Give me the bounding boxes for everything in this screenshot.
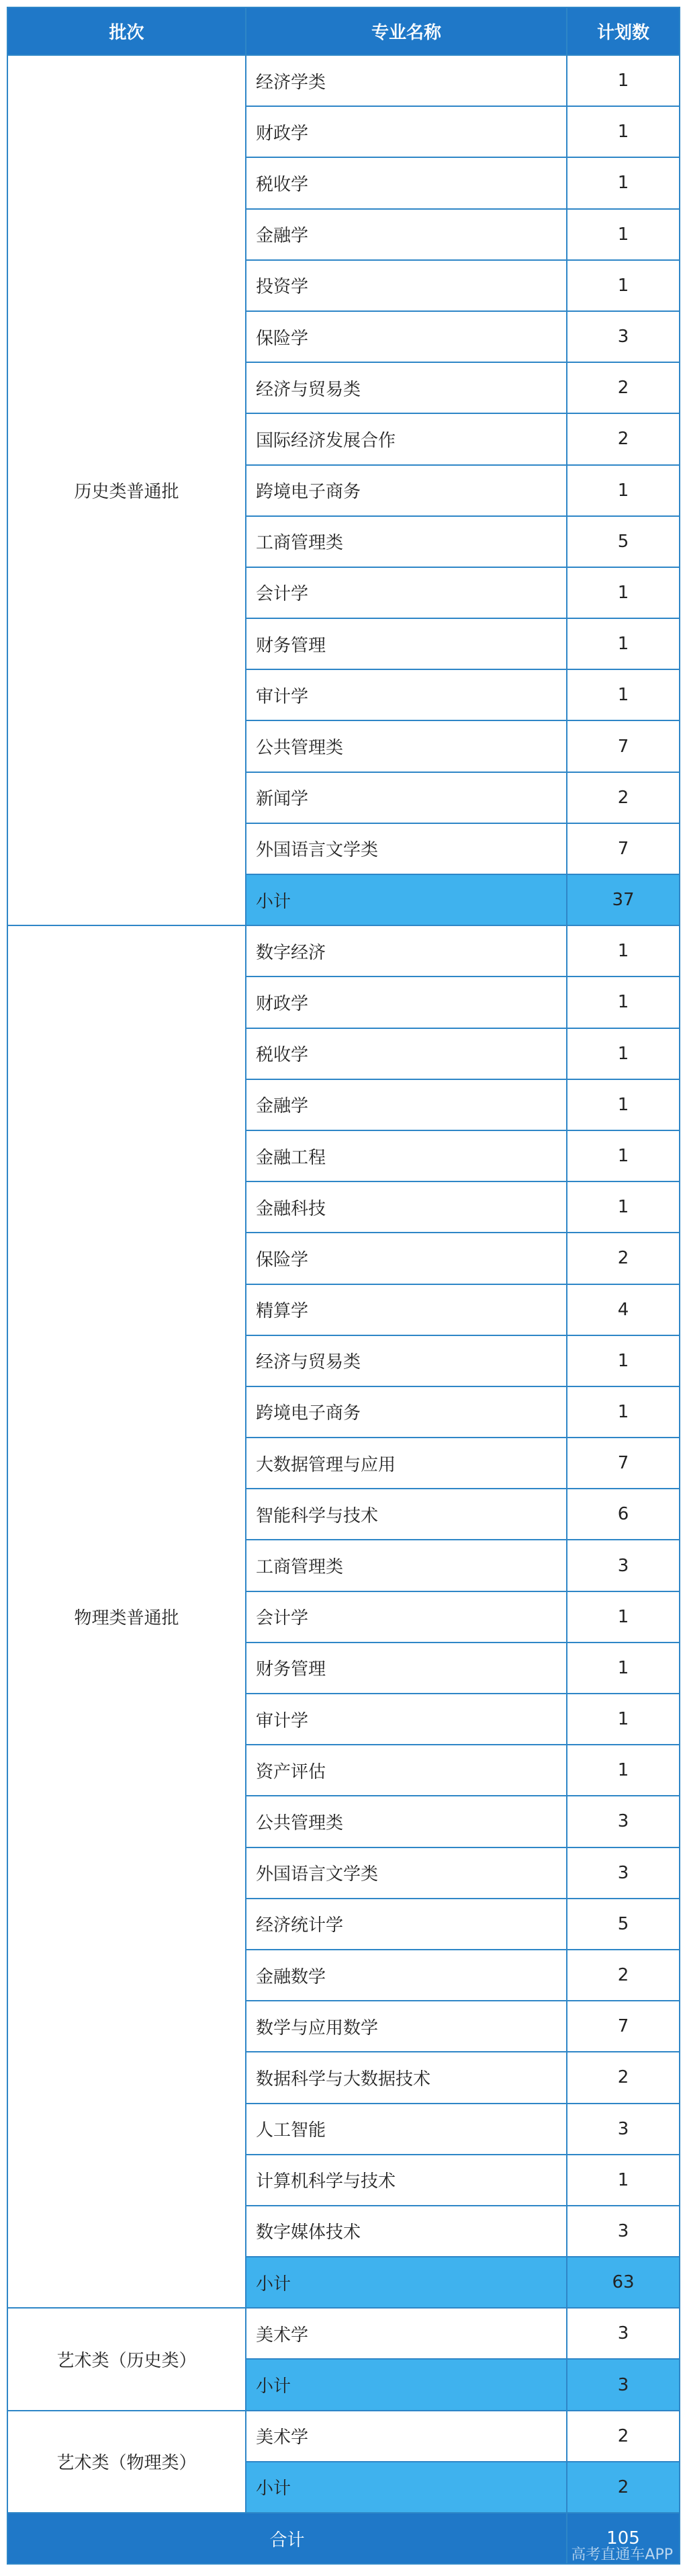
plan-count-cell: 5: [567, 1899, 680, 1950]
subtotal-count: 2: [567, 2462, 680, 2513]
major-name-cell: 智能科学与技术: [246, 1489, 567, 1540]
plan-count-cell: 2: [567, 772, 680, 823]
major-name-cell: 精算学: [246, 1284, 567, 1335]
plan-count-cell: 3: [567, 1796, 680, 1847]
batch-cell: 历史类普通批: [7, 55, 246, 925]
major-name-cell: 财务管理: [246, 618, 567, 669]
plan-count-cell: 3: [567, 2308, 680, 2359]
plan-count-cell: 1: [567, 2155, 680, 2206]
major-name-cell: 大数据管理与应用: [246, 1438, 567, 1489]
plan-count-cell: 1: [567, 1130, 680, 1181]
plan-count-cell: 1: [567, 55, 680, 106]
plan-count-cell: 3: [567, 2104, 680, 2155]
admission-plan-table: [7, 7, 680, 2565]
header-batch: 批次: [7, 7, 246, 55]
major-name-cell: 数据科学与大数据技术: [246, 2052, 567, 2103]
major-name-cell: 计算机科学与技术: [246, 2155, 567, 2206]
major-name-cell: 外国语言文学类: [246, 1847, 567, 1899]
major-name-cell: 税收学: [246, 1028, 567, 1079]
plan-count-cell: 1: [567, 465, 680, 516]
major-name-cell: 人工智能: [246, 2104, 567, 2155]
plan-count-cell: 2: [567, 2411, 680, 2462]
plan-count-cell: 2: [567, 362, 680, 413]
batch-cell: 物理类普通批: [7, 925, 246, 2308]
plan-count-cell: 2: [567, 1950, 680, 2001]
major-name-cell: 经济统计学: [246, 1899, 567, 1950]
plan-count-cell: 1: [567, 669, 680, 720]
plan-count-cell: 1: [567, 209, 680, 260]
major-name-cell: 跨境电子商务: [246, 465, 567, 516]
major-name-cell: 保险学: [246, 311, 567, 362]
major-name-cell: 财政学: [246, 977, 567, 1028]
major-name-cell: 会计学: [246, 567, 567, 618]
major-name-cell: 跨境电子商务: [246, 1386, 567, 1438]
major-name-cell: 保险学: [246, 1233, 567, 1284]
subtotal-label: 小计: [246, 874, 567, 925]
plan-count-cell: 2: [567, 413, 680, 464]
batch-cell: 艺术类（历史类）: [7, 2308, 246, 2410]
subtotal-label: 小计: [246, 2359, 567, 2410]
table-row: [7, 925, 680, 977]
plan-count-cell: 7: [567, 1438, 680, 1489]
plan-count-cell: 1: [567, 1028, 680, 1079]
plan-count-cell: 1: [567, 157, 680, 208]
plan-count-cell: 1: [567, 1591, 680, 1643]
plan-count-cell: 3: [567, 311, 680, 362]
major-name-cell: 经济学类: [246, 55, 567, 106]
header-count: 计划数: [567, 7, 680, 55]
major-name-cell: 财政学: [246, 106, 567, 157]
subtotal-count: 3: [567, 2359, 680, 2410]
major-name-cell: 金融数学: [246, 1950, 567, 2001]
table-row: [7, 2308, 680, 2359]
plan-count-cell: 1: [567, 618, 680, 669]
total-count: 105: [567, 2513, 680, 2564]
plan-count-cell: 1: [567, 1181, 680, 1233]
plan-count-cell: 5: [567, 516, 680, 567]
major-name-cell: 数字媒体技术: [246, 2206, 567, 2257]
plan-count-cell: 3: [567, 2206, 680, 2257]
major-name-cell: 经济与贸易类: [246, 1335, 567, 1386]
subtotal-count: 63: [567, 2257, 680, 2308]
subtotal-count: 37: [567, 874, 680, 925]
major-name-cell: 数字经济: [246, 925, 567, 977]
major-name-cell: 经济与贸易类: [246, 362, 567, 413]
header-row: [7, 7, 680, 55]
header-major: 专业名称: [246, 7, 567, 55]
major-name-cell: 资产评估: [246, 1745, 567, 1796]
major-name-cell: 外国语言文学类: [246, 823, 567, 874]
major-name-cell: 工商管理类: [246, 1540, 567, 1591]
plan-count-cell: 1: [567, 925, 680, 977]
plan-count-cell: 1: [567, 1694, 680, 1745]
major-name-cell: 金融工程: [246, 1130, 567, 1181]
major-name-cell: 公共管理类: [246, 720, 567, 772]
major-name-cell: 金融科技: [246, 1181, 567, 1233]
major-name-cell: 金融学: [246, 209, 567, 260]
major-name-cell: 公共管理类: [246, 1796, 567, 1847]
watermark: 高考直通车APP: [571, 2546, 673, 2563]
total-label: 合计: [7, 2513, 567, 2564]
plan-count-cell: 1: [567, 977, 680, 1028]
plan-count-cell: 2: [567, 2052, 680, 2103]
major-name-cell: 数学与应用数学: [246, 2001, 567, 2052]
plan-count-cell: 1: [567, 567, 680, 618]
plan-count-cell: 3: [567, 1540, 680, 1591]
plan-count-cell: 1: [567, 1335, 680, 1386]
table-row: [7, 2411, 680, 2462]
plan-count-cell: 2: [567, 1233, 680, 1284]
major-name-cell: 会计学: [246, 1591, 567, 1643]
plan-count-cell: 1: [567, 106, 680, 157]
major-name-cell: 审计学: [246, 669, 567, 720]
plan-count-cell: 3: [567, 1847, 680, 1899]
plan-count-cell: 4: [567, 1284, 680, 1335]
plan-count-cell: 1: [567, 1079, 680, 1130]
major-name-cell: 投资学: [246, 260, 567, 311]
plan-count-cell: 6: [567, 1489, 680, 1540]
plan-count-cell: 1: [567, 1386, 680, 1438]
plan-count-cell: 1: [567, 1745, 680, 1796]
table-body: [7, 55, 680, 2564]
major-name-cell: 美术学: [246, 2411, 567, 2462]
major-name-cell: 审计学: [246, 1694, 567, 1745]
major-name-cell: 新闻学: [246, 772, 567, 823]
major-name-cell: 工商管理类: [246, 516, 567, 567]
plan-count-cell: 7: [567, 2001, 680, 2052]
major-name-cell: 税收学: [246, 157, 567, 208]
plan-count-cell: 7: [567, 720, 680, 772]
subtotal-label: 小计: [246, 2257, 567, 2308]
major-name-cell: 金融学: [246, 1079, 567, 1130]
plan-count-cell: 1: [567, 260, 680, 311]
major-name-cell: 国际经济发展合作: [246, 413, 567, 464]
table-row: [7, 55, 680, 106]
major-name-cell: 财务管理: [246, 1643, 567, 1694]
plan-count-cell: 1: [567, 1643, 680, 1694]
major-name-cell: 美术学: [246, 2308, 567, 2359]
batch-cell: 艺术类（物理类）: [7, 2411, 246, 2513]
subtotal-label: 小计: [246, 2462, 567, 2513]
plan-count-cell: 7: [567, 823, 680, 874]
table-header: [7, 7, 680, 55]
